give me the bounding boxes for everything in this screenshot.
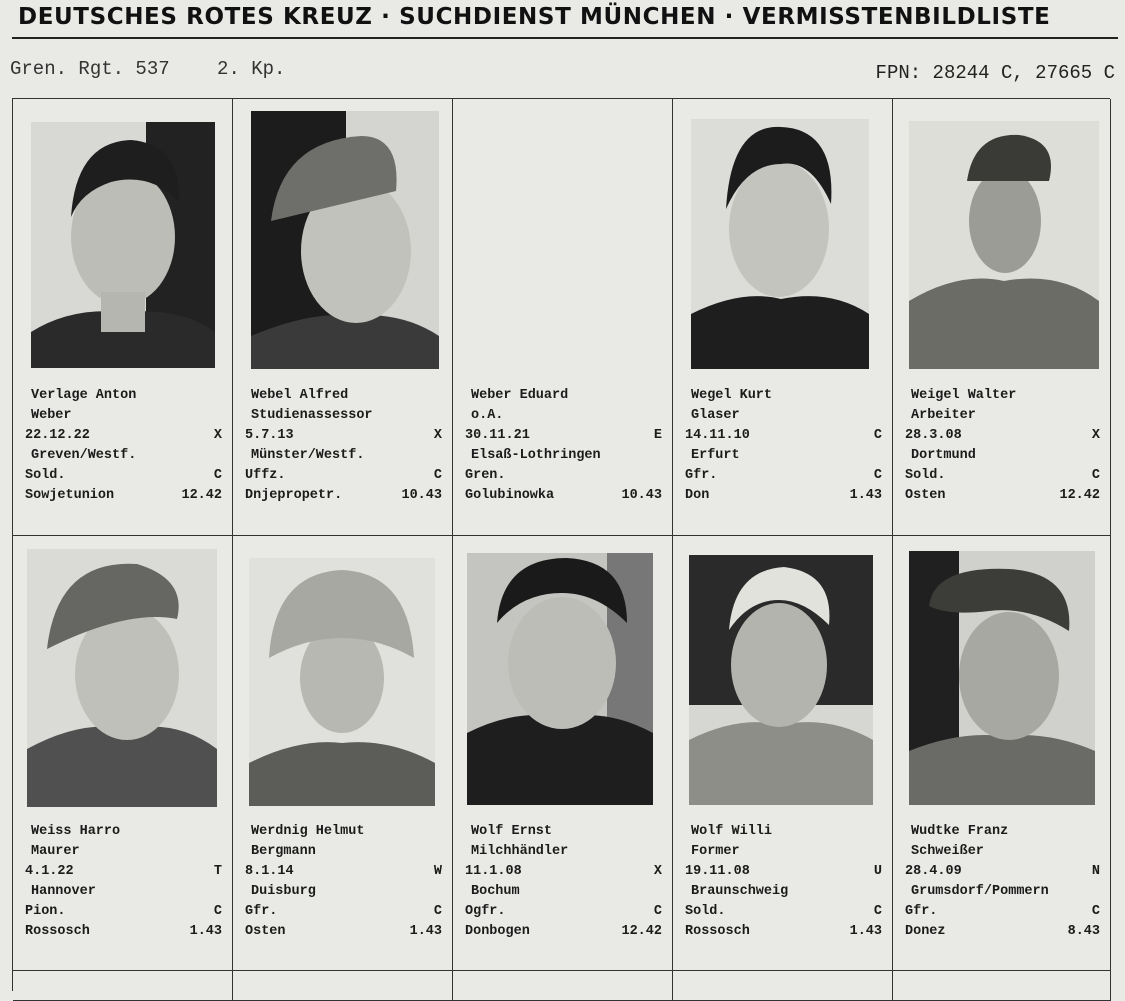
portrait-photo [27, 549, 217, 807]
person-name: Wudtke Franz [911, 824, 1009, 839]
title-divider [12, 37, 1118, 39]
person-occupation: Milchhändler [471, 844, 569, 859]
person-birthdate: 14.11.10 [685, 428, 750, 443]
person-info [685, 822, 882, 942]
person-hometown: Braunschweig [691, 884, 789, 899]
person-last-date: 10.43 [401, 488, 442, 503]
person-last-date: 1.43 [849, 924, 882, 939]
person-name: Webel Alfred [251, 388, 349, 403]
person-last-location: Rossosch [25, 924, 90, 939]
person-info [465, 386, 662, 506]
person-rank: Gfr. [245, 904, 278, 919]
portrait-photo [251, 111, 439, 369]
person-card-partial [453, 971, 673, 1001]
person-last-date: 1.43 [409, 924, 442, 939]
person-card-partial [233, 971, 453, 1001]
person-hometown: Bochum [471, 884, 520, 899]
person-occupation: Former [691, 844, 740, 859]
person-last-location: Osten [905, 488, 946, 503]
person-occupation: Maurer [31, 844, 80, 859]
person-last-date: 12.42 [181, 488, 222, 503]
person-info [245, 822, 442, 942]
person-rank: Ogfr. [465, 904, 506, 919]
page-title: DEUTSCHES ROTES KREUZ · SUCHDIENST MÜNCHEN · VERMISSTENBILDLISTE [18, 4, 1051, 30]
missing-persons-grid [12, 98, 1110, 991]
person-name: Wolf Ernst [471, 824, 553, 839]
person-last-location: Donez [905, 924, 946, 939]
person-info [245, 386, 442, 506]
person-hometown: Duisburg [251, 884, 316, 899]
person-hometown: Grumsdorf/Pommern [911, 884, 1049, 899]
person-birthdate: 28.3.08 [905, 428, 962, 443]
person-last-location: Osten [245, 924, 286, 939]
portrait-photo [689, 555, 873, 805]
person-last-date: 12.42 [1059, 488, 1100, 503]
person-rank: Sold. [685, 904, 726, 919]
portrait-photo [909, 121, 1099, 369]
person-last-date: 10.43 [621, 488, 662, 503]
person-birthdate: 30.11.21 [465, 428, 530, 443]
portrait-photo [909, 551, 1095, 805]
person-card [233, 99, 453, 536]
person-status-code: C [1091, 468, 1100, 483]
person-hometown: Elsaß-Lothringen [471, 448, 601, 463]
person-card-partial [13, 971, 233, 1001]
person-code: X [1091, 428, 1100, 443]
regiment-label: Gren. Rgt. 537 [10, 58, 170, 80]
person-last-location: Dnjepropetr. [245, 488, 343, 503]
portrait-photo [467, 553, 653, 805]
person-birthdate: 11.1.08 [465, 864, 522, 879]
person-last-date: 1.43 [849, 488, 882, 503]
person-card [673, 99, 893, 536]
person-card [673, 536, 893, 971]
person-name: Wegel Kurt [691, 388, 773, 403]
person-last-date: 12.42 [621, 924, 662, 939]
person-occupation: Bergmann [251, 844, 316, 859]
person-card [13, 99, 233, 536]
portrait-photo [691, 119, 869, 369]
person-status-code: C [873, 468, 882, 483]
person-hometown: Erfurt [691, 448, 740, 463]
person-last-date: 1.43 [189, 924, 222, 939]
person-birthdate: 8.1.14 [245, 864, 294, 879]
person-last-location: Donbogen [465, 924, 530, 939]
person-card [13, 536, 233, 971]
person-card-partial [893, 971, 1111, 1001]
person-name: Werdnig Helmut [251, 824, 365, 839]
person-rank: Gren. [465, 468, 506, 483]
person-rank: Sold. [25, 468, 66, 483]
portrait-photo [31, 122, 215, 368]
person-status-code: C [873, 904, 882, 919]
person-code: X [213, 428, 222, 443]
person-name: Wolf Willi [691, 824, 773, 839]
person-card [893, 536, 1111, 971]
person-status-code: C [653, 904, 662, 919]
portrait-photo [249, 558, 435, 806]
person-card [893, 99, 1111, 536]
person-name: Weigel Walter [911, 388, 1017, 403]
person-code: T [213, 864, 222, 879]
person-birthdate: 28.4.09 [905, 864, 962, 879]
person-rank: Gfr. [905, 904, 938, 919]
person-status-code: C [433, 468, 442, 483]
person-card [453, 536, 673, 971]
company-label: 2. Kp. [217, 58, 286, 80]
person-info [25, 822, 222, 942]
person-status-code: C [433, 904, 442, 919]
person-occupation: Weber [31, 408, 72, 423]
person-last-location: Rossosch [685, 924, 750, 939]
person-last-location: Golubinowka [465, 488, 555, 503]
person-hometown: Dortmund [911, 448, 976, 463]
person-card [233, 536, 453, 971]
person-birthdate: 4.1.22 [25, 864, 74, 879]
person-rank: Gfr. [685, 468, 718, 483]
person-card-partial [673, 971, 893, 1001]
person-rank: Pion. [25, 904, 66, 919]
person-code: E [653, 428, 662, 443]
person-code: W [433, 864, 442, 879]
person-status-code: C [213, 468, 222, 483]
person-info [905, 386, 1100, 506]
person-hometown: Münster/Westf. [251, 448, 365, 463]
person-status-code: C [1091, 904, 1100, 919]
person-code: U [873, 864, 882, 879]
person-birthdate: 5.7.13 [245, 428, 294, 443]
person-code: X [433, 428, 442, 443]
person-occupation: Schweißer [911, 844, 984, 859]
person-code: C [873, 428, 882, 443]
person-occupation: Glaser [691, 408, 740, 423]
person-rank: Sold. [905, 468, 946, 483]
person-info [905, 822, 1100, 942]
person-last-date: 8.43 [1067, 924, 1100, 939]
person-occupation: o.A. [471, 408, 504, 423]
person-occupation: Arbeiter [911, 408, 976, 423]
person-card [453, 99, 673, 536]
person-hometown: Hannover [31, 884, 96, 899]
person-name: Verlage Anton [31, 388, 137, 403]
person-info [685, 386, 882, 506]
person-code: X [653, 864, 662, 879]
person-last-location: Sowjetunion [25, 488, 115, 503]
field-post-numbers: FPN: 28244 C, 27665 C [875, 62, 1115, 84]
person-hometown: Greven/Westf. [31, 448, 137, 463]
person-status-code: C [213, 904, 222, 919]
person-name: Weiss Harro [31, 824, 121, 839]
person-info [465, 822, 662, 942]
person-occupation: Studienassessor [251, 408, 373, 423]
person-birthdate: 22.12.22 [25, 428, 90, 443]
person-last-location: Don [685, 488, 710, 503]
person-info [25, 386, 222, 506]
person-rank: Uffz. [245, 468, 286, 483]
person-code: N [1091, 864, 1100, 879]
unit-designation [10, 58, 285, 80]
person-birthdate: 19.11.08 [685, 864, 750, 879]
person-name: Weber Eduard [471, 388, 569, 403]
